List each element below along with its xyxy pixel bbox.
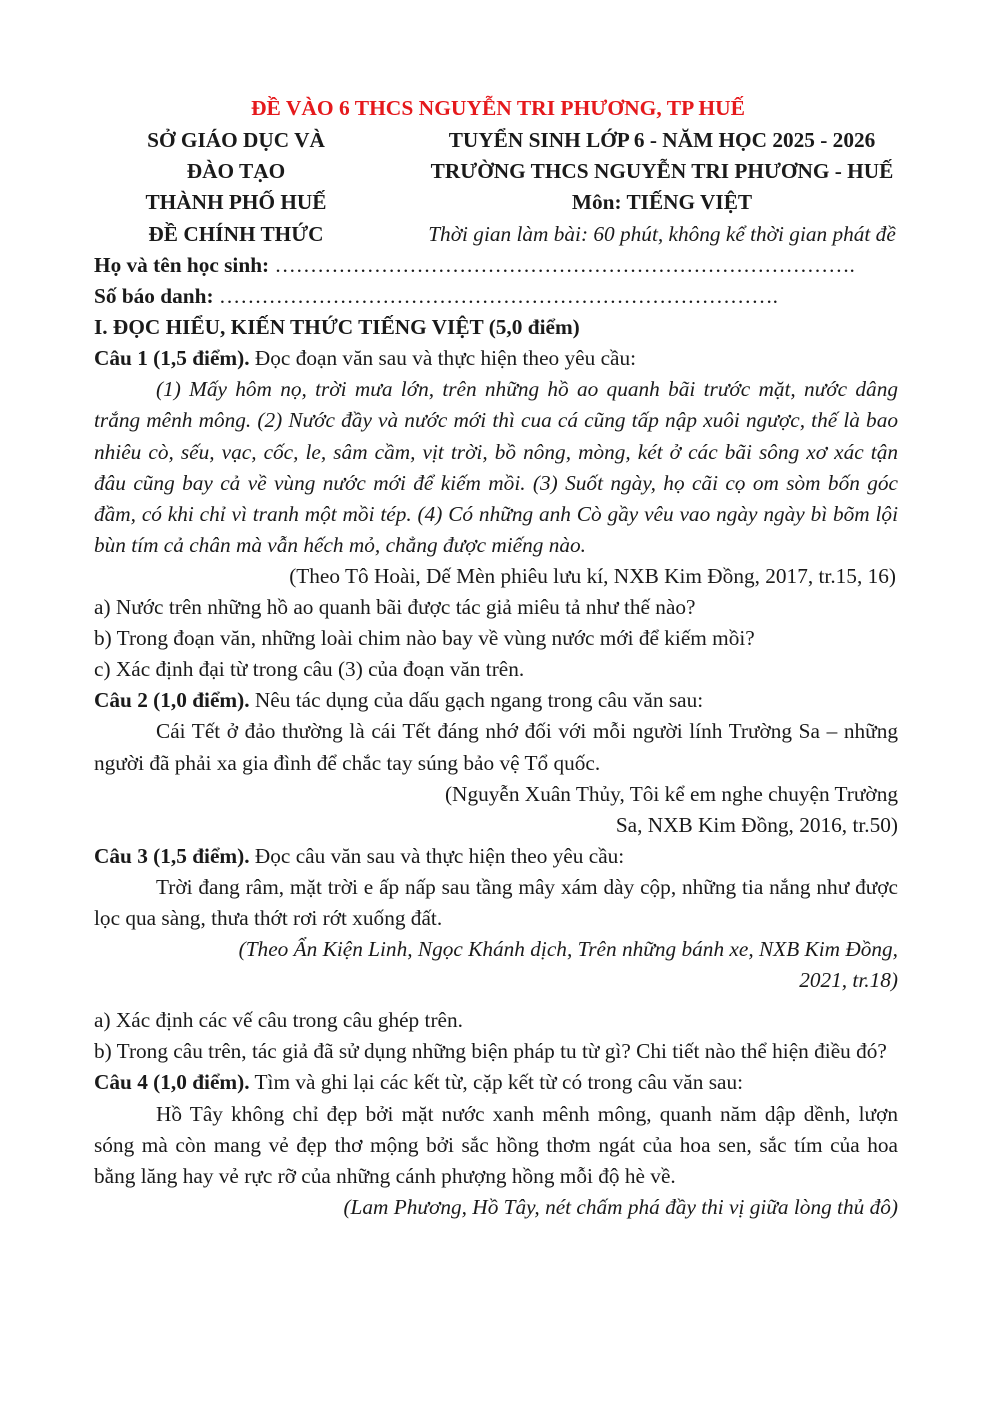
subject: Môn: TIẾNG VIỆT bbox=[571, 190, 753, 215]
student-id-row bbox=[94, 281, 898, 312]
question-part: a) Xác định các vế câu trong câu ghép trên. bbox=[94, 1008, 463, 1033]
question-label: Câu 4 (1,0 điểm). bbox=[94, 1070, 250, 1095]
question-2 bbox=[94, 685, 898, 716]
student-id-label: Số báo danh: bbox=[94, 284, 214, 309]
quoted-sentence: Cái Tết ở đảo thường là cái Tết đáng nhớ đối với mỗi người lính Trường Sa – những người đã phải xa gia đình để chắc tay súng bảo vệ Tổ quốc. bbox=[94, 719, 898, 775]
passage-source: (Lam Phương, Hồ Tây, nét chấm phá đầy thi vị giữa lòng thủ đô) bbox=[343, 1194, 898, 1219]
official-label: ĐỀ CHÍNH THỨC bbox=[148, 221, 324, 246]
question-label: Câu 1 (1,5 điểm). bbox=[94, 346, 250, 371]
exam-title: ĐỀ VÀO 6 THCS NGUYỄN TRI PHƯƠNG, TP HUẾ bbox=[251, 96, 745, 120]
authority-line: SỞ GIÁO DỤC VÀ bbox=[147, 128, 325, 152]
passage-source: (Theo Ẩn Kiện Linh, Ngọc Khánh dịch, Trên những bánh xe, NXB Kim Đồng, bbox=[238, 937, 898, 962]
passage-source: (Theo Tô Hoài, Dế Mèn phiêu lưu kí, NXB Kim Đồng, 2017, tr.15, 16) bbox=[289, 563, 896, 588]
question-1 bbox=[94, 343, 898, 374]
passage-source: (Nguyễn Xuân Thủy, Tôi kể em nghe chuyện Trường bbox=[444, 781, 898, 806]
authority-line: THÀNH PHỐ HUẾ bbox=[145, 190, 327, 215]
exam-info bbox=[398, 125, 926, 250]
student-name-blank: ………………………………………………………………………. bbox=[274, 253, 855, 277]
student-name-label: Họ và tên học sinh: bbox=[94, 253, 270, 277]
section-heading: I. ĐỌC HIỂU, KIẾN THỨC TIẾNG VIỆT (5,0 điểm) bbox=[94, 315, 580, 340]
question-part: c) Xác định đại từ trong câu (3) của đoạn văn trên. bbox=[94, 657, 525, 682]
student-id-blank: ……………………………………………………………………. bbox=[218, 284, 778, 309]
time-limit: Thời gian làm bài: 60 phút, không kể thời gian phát đề bbox=[428, 221, 896, 246]
passage-source: Sa, NXB Kim Đồng, 2016, tr.50) bbox=[615, 812, 898, 837]
question-prompt: Tìm và ghi lại các kết từ, cặp kết từ có trong câu văn sau: bbox=[249, 1070, 744, 1095]
exam-name: TUYỂN SINH LỚP 6 - NĂM HỌC 2025 - 2026 bbox=[448, 128, 876, 152]
question-part: b) Trong đoạn văn, những loài chim nào bay về vùng nước mới để kiếm mồi? bbox=[94, 626, 755, 651]
question-part: b) Trong câu trên, tác giả đã sử dụng những biện pháp tu từ gì? Chi tiết nào thể hiện điều đó? bbox=[94, 1039, 887, 1064]
question-prompt: Đọc đoạn văn sau và thực hiện theo yêu cầu: bbox=[249, 346, 637, 371]
passage-source: 2021, tr.18) bbox=[799, 968, 898, 993]
school-name: TRƯỜNG THCS NGUYỄN TRI PHƯƠNG - HUẾ bbox=[430, 159, 894, 184]
quoted-sentence: Hồ Tây không chỉ đẹp bởi mặt nước xanh mênh mông, quanh năm dập dềnh, lượn sóng mà còn mang vẻ đẹp thơ mộng bởi sắc hồng thơm ngát của hoa sen, sắc tím của hoa bằng lăng hay vẻ rực rỡ của những cánh phượng hồng mỗi độ hè về. bbox=[94, 1101, 898, 1188]
question-part: a) Nước trên những hồ ao quanh bãi được tác giả miêu tả như thế nào? bbox=[94, 595, 696, 620]
reading-passage: (1) Mấy hôm nọ, trời mưa lớn, trên những hồ ao quanh bãi trước mặt, nước dâng trắng mênh mông. (2) Nước đầy và nước mới thì cua cá cũng tấp nập xuôi ngược, thế là bao nhiêu cò, sếu, vạc, cốc, le, sâm cầm, vịt trời, bồ nông, mòng, két ở các bãi sông xơ xác tận đâu cũng bay cả về vùng nước mới để kiếm mồi. (3) Suốt ngày, họ cãi cọ om sòm bốn góc đầm, có khi chỉ vì tranh một mồi tép. (4) Có những anh Cò gầy vêu vao ngày ngày bì bõm lội bùn tím cả chân mà vẫn hếch mỏ, chẳng được miếng nào. bbox=[94, 377, 898, 557]
question-label: Câu 2 (1,0 điểm). bbox=[94, 688, 250, 713]
question-prompt: Đọc câu văn sau và thực hiện theo yêu cầu: bbox=[249, 843, 625, 868]
exam-body bbox=[94, 250, 898, 1223]
question-4 bbox=[94, 1067, 898, 1098]
authority-line: ĐÀO TẠO bbox=[186, 159, 286, 184]
quoted-sentence: Trời đang râm, mặt trời e ấp nấp sau tầng mây xám dày cộp, những tia nắng như được lọc qua sàng, thưa thớt rơi rớt xuống đất. bbox=[94, 874, 898, 930]
question-label: Câu 3 (1,5 điểm). bbox=[94, 843, 250, 868]
student-name-row bbox=[94, 250, 898, 281]
issuing-authority bbox=[120, 125, 352, 250]
question-3 bbox=[94, 841, 898, 872]
question-prompt: Nêu tác dụng của dấu gạch ngang trong câu văn sau: bbox=[249, 688, 704, 713]
